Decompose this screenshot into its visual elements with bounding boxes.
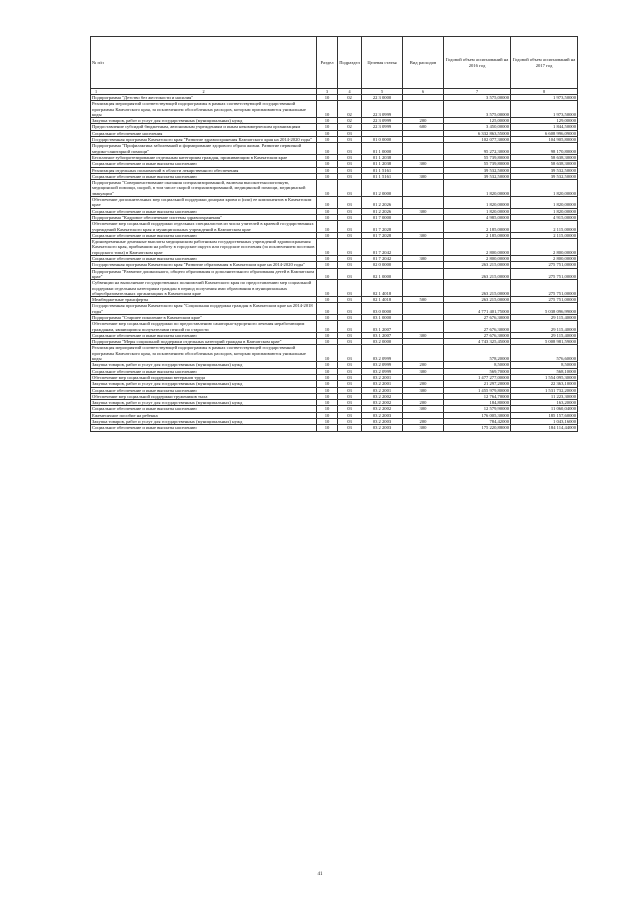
row-name: Социальное обеспечение и иные выплаты населению [91,425,317,431]
row-name: Социальное обеспечение и иные выплаты населению [91,387,317,393]
row-subsection: 03 [338,362,362,368]
row-article: 03 1 0000 [362,314,403,320]
row-amount-2017: 1 820,00000 [511,197,578,209]
row-subsection: 02 [338,101,362,118]
table-body [91,95,578,432]
row-amount-2017: 2 800,00000 [511,256,578,262]
row-subsection: 03 [338,419,362,425]
row-amount-2016: 125,00000 [444,118,511,124]
row-amount-2017: 129,00000 [511,118,578,124]
row-exptype: 200 [403,381,444,387]
row-article: 01 1 0000 [362,143,403,155]
row-section: 10 [317,314,338,320]
row-article: 22 3 0999 [362,124,403,130]
row-name: Реализация мероприятий соответствующей подпрограммы в рамках соответствующей государственной программы Камчатского края, за исключением обособленных расходов, которым присваиваются уникальные коды [91,345,317,362]
row-subsection: 03 [338,387,362,393]
row-amount-2017: 58 638,30000 [511,154,578,160]
row-amount-2016: 39 532,50000 [444,167,511,173]
row-subsection: 03 [338,280,362,297]
row-article: 01 1 2038 [362,161,403,167]
row-article: 03 2 2001 [362,374,403,380]
row-amount-2016: 102 077,30000 [444,137,511,143]
row-amount-2017: 6 608 996,09000 [511,130,578,136]
row-section: 10 [317,137,338,143]
row-subsection: 03 [338,381,362,387]
col-header-exptype: Вид расходов [403,37,444,89]
row-amount-2016: 6 332 863,55000 [444,130,511,136]
row-amount-2017: 275 751,00000 [511,297,578,303]
row-section: 10 [317,425,338,431]
row-article: 01 7 0000 [362,214,403,220]
row-subsection: 03 [338,400,362,406]
row-name: Обеспечение мер социальной поддержки по предоставлению санаторно-курортного лечения неработающим гражданам, являющимся получателями пенсий по старости [91,321,317,333]
row-exptype [403,197,444,209]
col-number: 6 [403,89,444,95]
row-section: 10 [317,208,338,214]
row-name: Реализация мероприятий соответствующей подпрограммы в рамках соответствующей государственной программы Камчатского края, за исключением обособленных расходов, которым присваиваются уникальные коды [91,101,317,118]
col-header-subsection: Подраздел [338,37,362,89]
row-amount-2016: 1 820,00000 [444,208,511,214]
row-name: Социальное обеспечение и иные выплаты населению [91,256,317,262]
row-exptype: 300 [403,406,444,412]
row-name: Подпрограмма "Кадровое обеспечение системы здравоохранения" [91,214,317,220]
row-subsection: 03 [338,232,362,238]
row-amount-2016: 578,20000 [444,345,511,362]
row-name: Социальное обеспечение и иные выплаты населению [91,232,317,238]
row-amount-2017: 1 531 732,20000 [511,387,578,393]
row-amount-2017: 104 905,80000 [511,137,578,143]
row-exptype [403,239,444,256]
row-section: 10 [317,221,338,233]
row-subsection: 03 [338,143,362,155]
row-subsection: 03 [338,130,362,136]
row-subsection: 03 [338,321,362,333]
row-exptype: 300 [403,173,444,179]
row-name: Государственная программа Камчатского края "Развитие здравоохранения Камчатского края на 2014-2020 годы" [91,137,317,143]
row-section: 10 [317,297,338,303]
row-name: Закупка товаров, работ и услуг для государственных (муниципальных) нужд [91,362,317,368]
row-amount-2017: 2 115,00000 [511,232,578,238]
row-section: 10 [317,124,338,130]
row-article: 01 1 2038 [362,154,403,160]
row-subsection: 03 [338,374,362,380]
row-amount-2017: 2 115,00000 [511,221,578,233]
row-exptype: 300 [403,256,444,262]
table-row [91,221,578,233]
row-exptype [403,280,444,297]
col-number: 1 2 [91,89,317,95]
row-section: 10 [317,197,338,209]
row-article: 03 2 0999 [362,362,403,368]
row-amount-2016: 4 743 325,45000 [444,339,511,345]
row-exptype: 500 [403,297,444,303]
row-name: Реализация отдельных полномочий в области лекарственного обеспечения [91,167,317,173]
row-amount-2017: 163,20000 [511,400,578,406]
row-subsection: 03 [338,345,362,362]
row-amount-2016: 1 455 979,80000 [444,387,511,393]
row-article: 03 2 2003 [362,419,403,425]
row-subsection: 03 [338,221,362,233]
row-name: Закупка товаров, работ и услуг для государственных (муниципальных) нужд [91,381,317,387]
row-article: 03 2 2003 [362,412,403,418]
row-amount-2017: 185 157,60000 [511,412,578,418]
row-section: 10 [317,268,338,280]
row-exptype: 600 [403,124,444,130]
row-name: Государственная программа Камчатского края "Развитие образования в Камчатском крае на 2014-2020 годы" [91,262,317,268]
row-amount-2017: 576,60000 [511,345,578,362]
row-article: 22 3 0999 [362,101,403,118]
table-header-row [91,37,578,89]
row-subsection: 03 [338,208,362,214]
row-section: 10 [317,95,338,101]
row-section: 10 [317,262,338,268]
row-name: Обеспечение дополнительных мер социальной поддержки донорам крови и (или) ее компонентов в Камчатском крае [91,197,317,209]
row-section: 10 [317,303,338,315]
row-section: 10 [317,400,338,406]
col-header-2017: Годовой объем ассигнований на 2017 год [511,37,578,89]
row-subsection: 03 [338,137,362,143]
row-amount-2017: 568,10000 [511,368,578,374]
row-amount-2016: 8,50000 [444,362,511,368]
row-section: 10 [317,161,338,167]
row-section: 10 [317,101,338,118]
row-amount-2017: 58 638,30000 [511,161,578,167]
col-number: 4 [338,89,362,95]
row-article: 03 2 2001 [362,387,403,393]
row-exptype: 200 [403,400,444,406]
row-exptype [403,321,444,333]
row-amount-2016: 2 185,00000 [444,221,511,233]
row-section: 10 [317,214,338,220]
row-subsection: 03 [338,256,362,262]
row-subsection: 03 [338,412,362,418]
row-article: 03 2 0999 [362,345,403,362]
row-section: 10 [317,368,338,374]
row-subsection: 03 [338,154,362,160]
row-name: Обеспечение мер социальной поддержки ветеранов труда [91,374,317,380]
row-amount-2017: 1 844,50000 [511,124,578,130]
row-name: Подпрограмма "Профилактика заболеваний и формирование здорового образа жизни. Развитие первичной медико-санитарной помощи" [91,143,317,155]
row-subsection: 03 [338,180,362,197]
row-section: 10 [317,321,338,333]
row-amount-2016: 263 215,00000 [444,268,511,280]
row-subsection: 03 [338,339,362,345]
row-amount-2017: 98 170,80000 [511,143,578,155]
table-row [91,239,578,256]
row-exptype: 300 [403,368,444,374]
row-exptype [403,345,444,362]
row-article: 03 1 2007 [362,332,403,338]
row-article: 03 2 2002 [362,393,403,399]
row-amount-2016: 784,42000 [444,419,511,425]
row-name: Подпрограмма "Меры социальной поддержки отдельных категорий граждан в Камчатском крае" [91,339,317,345]
row-article: 03 2 0000 [362,339,403,345]
row-article: 01 2 2026 [362,208,403,214]
row-amount-2016: 4 985,00000 [444,214,511,220]
row-exptype: 300 [403,232,444,238]
row-amount-2017: 5 038 096,99000 [511,303,578,315]
row-amount-2016: 39 532,50000 [444,173,511,179]
row-article: 22 3 0000 [362,95,403,101]
row-amount-2017: 11 060,04000 [511,406,578,412]
row-amount-2017: 184 114,44000 [511,425,578,431]
row-exptype [403,221,444,233]
row-name: Социальное обеспечение населения [91,130,317,136]
row-article: 01 7 2028 [362,221,403,233]
row-subsection: 03 [338,262,362,268]
table-row [91,180,578,197]
row-amount-2017: 39 532,50000 [511,167,578,173]
row-article: 01 7 2042 [362,239,403,256]
row-section: 10 [317,374,338,380]
table-row [91,425,578,431]
row-amount-2016: 1 820,00000 [444,197,511,209]
row-amount-2016: 2 185,00000 [444,232,511,238]
row-amount-2016: 2 800,00000 [444,239,511,256]
row-exptype: 300 [403,425,444,431]
row-amount-2017: 1 820,00000 [511,208,578,214]
row-name: Обеспечение мер социальной поддержки тружеников тыла [91,393,317,399]
row-exptype: 200 [403,362,444,368]
row-subsection: 03 [338,173,362,179]
row-name: Бесплатное зубопротезирование отдельным категориям граждан, проживающим в Камчатском крае [91,154,317,160]
row-subsection: 03 [338,214,362,220]
row-article: 01 2 0000 [362,180,403,197]
row-section: 10 [317,332,338,338]
row-amount-2017: 1 554 095,30000 [511,374,578,380]
row-name: Государственная программа Камчатского края "Социальная поддержка граждан в Камчатском крае на 2014-2018 годы" [91,303,317,315]
row-section: 10 [317,419,338,425]
table-row [91,197,578,209]
row-name: Социальное обеспечение и иные выплаты населению [91,173,317,179]
row-amount-2016: 12 579,90000 [444,406,511,412]
budget-table [90,36,578,432]
row-section: 10 [317,339,338,345]
row-section: 10 [317,143,338,155]
row-article: 01 7 2028 [362,232,403,238]
row-name: Подпрограмма "Старшее поколение в Камчатском крае" [91,314,317,320]
row-subsection: 03 [338,332,362,338]
row-amount-2017: 29 115,40000 [511,321,578,333]
row-amount-2016: 3 575,00000 [444,95,511,101]
row-amount-2017: 275 751,00000 [511,268,578,280]
row-amount-2016: 1 820,00000 [444,180,511,197]
row-amount-2016: 27 676,30000 [444,314,511,320]
row-exptype: 300 [403,332,444,338]
row-section: 10 [317,173,338,179]
row-article: 01 7 2042 [362,256,403,262]
row-section: 10 [317,412,338,418]
row-section: 10 [317,239,338,256]
table-row [91,321,578,333]
row-article: 03 1 2007 [362,321,403,333]
row-name: Социальное обеспечение и иные выплаты населению [91,406,317,412]
row-section: 10 [317,406,338,412]
row-subsection: 02 [338,124,362,130]
row-subsection: 03 [338,406,362,412]
row-amount-2016: 176 005,30000 [444,412,511,418]
row-subsection: 03 [338,161,362,167]
col-header-2016: Годовой объем ассигнований на 2016 год [444,37,511,89]
row-article: 03 2 2003 [362,425,403,431]
row-name: Предоставление субсидий бюджетным, автономным учреждениям и иным некоммерческим организациям [91,124,317,130]
table-row [91,143,578,155]
table-row [91,345,578,362]
row-subsection: 03 [338,303,362,315]
row-amount-2016: 27 676,30000 [444,332,511,338]
row-article: 01 0 0000 [362,137,403,143]
row-amount-2017: 11 223,30000 [511,393,578,399]
row-article: 02 1 4018 [362,297,403,303]
row-amount-2017: 1 043,16000 [511,419,578,425]
row-subsection: 03 [338,393,362,399]
row-amount-2016: 175 220,88000 [444,425,511,431]
row-exptype [403,143,444,155]
row-amount-2016: 184,80000 [444,400,511,406]
row-amount-2016: 27 676,30000 [444,321,511,333]
row-amount-2017: 275 751,00000 [511,280,578,297]
row-amount-2017: 275 751,00000 [511,262,578,268]
table-row [91,280,578,297]
row-amount-2017: 8,50000 [511,362,578,368]
row-section: 10 [317,232,338,238]
row-amount-2016: 3 450,00000 [444,124,511,130]
row-article: 01 1 5161 [362,173,403,179]
row-amount-2017: 4 915,00000 [511,214,578,220]
row-name: Субвенции на выполнение государственных полномочий Камчатского края по предоставлению мер социальной поддержки отдельным категориям граждан в период получения ими образования в муниципальных общеобразовательных организациях в Камчатском крае [91,280,317,297]
row-exptype: 200 [403,419,444,425]
col-header-section: Раздел [317,37,338,89]
col-number: 5 [362,89,403,95]
row-article: 03 2 2002 [362,406,403,412]
row-amount-2016: 263 215,00000 [444,297,511,303]
col-number: 3 [317,89,338,95]
row-article: 03 0 0000 [362,303,403,315]
row-name: Обеспечение мер социальной поддержки отдельных специалистов из числа учителей в краевой государственных учреждений Камчатского края и муниципальных учреждений в Камчатском крае [91,221,317,233]
row-amount-2016: 263 215,00000 [444,280,511,297]
row-name: Ежемесячное пособие на ребенка [91,412,317,418]
row-article: 02 1 4018 [362,280,403,297]
row-section: 10 [317,393,338,399]
row-exptype: 200 [403,118,444,124]
row-amount-2016: 55 739,80000 [444,161,511,167]
row-article: 03 2 0999 [362,368,403,374]
row-exptype [403,303,444,315]
page-number: 41 [317,872,323,877]
row-name: Социальное обеспечение и иные выплаты населению [91,161,317,167]
row-amount-2017: 5 008 981,59000 [511,339,578,345]
row-exptype: 300 [403,161,444,167]
row-subsection: 03 [338,197,362,209]
row-name: Подпрограмма "Детство без жестокости и насилия" [91,95,317,101]
row-amount-2016: 55 739,80000 [444,154,511,160]
row-section: 10 [317,345,338,362]
row-amount-2016: 263 215,00000 [444,262,511,268]
row-name: Закупка товаров, работ и услуг для государственных (муниципальных) нужд [91,419,317,425]
row-name: Единовременные денежные выплаты медицинским работникам государственных учреждений здравоохранения Камчатского края, прибывшим на работу в городские округа или городские поселения (за исключением поселков городского типа) в Камчатском крае [91,239,317,256]
row-section: 10 [317,362,338,368]
row-name: Социальное обеспечение и иные выплаты населению [91,332,317,338]
row-section: 10 [317,167,338,173]
col-number: 8 [511,89,578,95]
row-amount-2016: 569,70000 [444,368,511,374]
row-amount-2016: 12 764,70000 [444,393,511,399]
row-section: 10 [317,387,338,393]
row-amount-2017: 1 973,50000 [511,101,578,118]
row-section: 10 [317,154,338,160]
row-amount-2017: 29 115,40000 [511,332,578,338]
col-number: 7 [444,89,511,95]
row-exptype: 300 [403,387,444,393]
row-section: 10 [317,130,338,136]
row-amount-2017: 22 363,10000 [511,381,578,387]
row-exptype [403,268,444,280]
row-article: 01 2 2026 [362,197,403,209]
row-subsection: 03 [338,239,362,256]
row-name: Подпрограмма "Совершенствование оказания специализированной, включая высокотехнологичную, медицинской помощи, скорой, в том числе скорой специализированной, медицинской помощи, медицинской эвакуации" [91,180,317,197]
col-header-name: № п/п [91,37,317,89]
row-article: 03 2 2001 [362,381,403,387]
row-subsection: 03 [338,167,362,173]
row-section: 10 [317,180,338,197]
row-article: 03 2 2002 [362,400,403,406]
row-subsection: 03 [338,297,362,303]
row-amount-2017: 39 532,50000 [511,173,578,179]
row-article: 02 1 0000 [362,268,403,280]
row-name: Закупка товаров, работ и услуг для государственных (муниципальных) нужд [91,118,317,124]
row-amount-2016: 95 272,30000 [444,143,511,155]
row-subsection: 03 [338,425,362,431]
row-name: Межбюджетные трансферты [91,297,317,303]
table-row [91,268,578,280]
row-article: 02 0 0000 [362,262,403,268]
row-section: 10 [317,118,338,124]
row-exptype [403,180,444,197]
row-subsection: 03 [338,368,362,374]
row-article: 01 1 5161 [362,167,403,173]
row-amount-2016: 21 297,20000 [444,381,511,387]
row-amount-2017: 2 800,00000 [511,239,578,256]
row-amount-2017: 29 115,40000 [511,314,578,320]
row-amount-2016: 1 477 277,00000 [444,374,511,380]
row-name: Социальное обеспечение и иные выплаты населению [91,368,317,374]
row-amount-2016: 2 800,00000 [444,256,511,262]
row-section: 10 [317,256,338,262]
row-amount-2016: 4 771 401,75000 [444,303,511,315]
row-subsection: 02 [338,95,362,101]
row-subsection: 02 [338,118,362,124]
row-section: 10 [317,381,338,387]
row-subsection: 03 [338,314,362,320]
row-amount-2016: 3 575,00000 [444,101,511,118]
row-name: Закупка товаров, работ и услуг для государственных (муниципальных) нужд [91,400,317,406]
row-section: 10 [317,280,338,297]
col-header-article: Целевая статья [362,37,403,89]
table-row [91,303,578,315]
row-exptype [403,101,444,118]
table-row [91,101,578,118]
row-amount-2017: 1 973,50000 [511,95,578,101]
row-name: Социальное обеспечение и иные выплаты населению [91,208,317,214]
row-name: Подпрограмма "Развитие дошкольного, общего образования и дополнительного образования детей в Камчатском крае" [91,268,317,280]
row-article: 22 3 0999 [362,118,403,124]
row-exptype: 300 [403,208,444,214]
row-subsection: 03 [338,268,362,280]
row-amount-2017: 1 820,00000 [511,180,578,197]
